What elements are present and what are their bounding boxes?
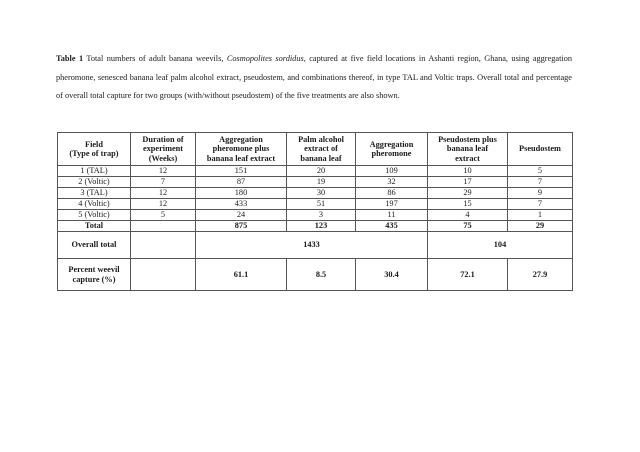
cell-pseudo-leaf: 10 [428,166,508,177]
overall-total-row [58,232,573,259]
caption-text-1: Total numbers of adult banana weevils, [83,54,227,63]
cell-palm: 20 [287,166,356,177]
header-palm: Palm alcohol extract of banana leaf [287,133,356,166]
header-row [58,133,573,166]
cell-agg-leaf: 180 [196,188,287,199]
cell-agg: 86 [356,188,428,199]
total-pseudo: 29 [508,221,573,232]
cell-pseudo-leaf: 17 [428,177,508,188]
overall-without-pseudostem: 1433 [196,232,428,259]
total-label: Total [58,221,131,232]
cell-palm: 51 [287,199,356,210]
cell-agg: 11 [356,210,428,221]
cell-palm: 30 [287,188,356,199]
cell-agg-leaf: 433 [196,199,287,210]
caption-text-2: , captured at five field locations in Ashanti region, Ghana, using aggregation pheromone, senesced banana leaf palm alcohol extract, pseudostem, and combinations thereof, in type TAL and Voltic traps. Overall total and percentage of overall total capture for two groups (with/without pseudostem) of the five treatments are also shown. [56,54,572,100]
table-caption [56,50,572,106]
cell-duration: 5 [131,210,196,221]
cell-field: 5 (Voltic) [58,210,131,221]
cell-pseudo: 7 [508,199,573,210]
cell-field: 3 (TAL) [58,188,131,199]
caption-label: Table 1 [56,54,84,63]
header-agg-leaf: Aggregation pheromone plus banana leaf extract [196,133,287,166]
percent-duration-empty [131,259,196,291]
table-row [58,199,573,210]
cell-pseudo-leaf: 15 [428,199,508,210]
cell-duration: 12 [131,188,196,199]
percent-label: Percent weevil capture (%) [58,259,131,291]
header-duration: Duration of experiment (Weeks) [131,133,196,166]
total-pseudo-leaf: 75 [428,221,508,232]
cell-field: 1 (TAL) [58,166,131,177]
cell-agg: 32 [356,177,428,188]
table-row [58,166,573,177]
overall-total-label: Overall total [58,232,131,259]
cell-palm: 3 [287,210,356,221]
percent-agg-leaf: 61.1 [196,259,287,291]
weevil-capture-table [57,132,573,291]
cell-agg-leaf: 151 [196,166,287,177]
percent-agg: 30.4 [356,259,428,291]
percent-pseudo-leaf: 72.1 [428,259,508,291]
cell-pseudo-leaf: 29 [428,188,508,199]
cell-agg-leaf: 87 [196,177,287,188]
caption-species: Cosmopolites sordidus [226,54,304,63]
percent-palm: 8.5 [287,259,356,291]
total-palm: 123 [287,221,356,232]
cell-field: 2 (Voltic) [58,177,131,188]
table-row [58,188,573,199]
header-field: Field (Type of trap) [58,133,131,166]
cell-pseudo: 5 [508,166,573,177]
cell-palm: 19 [287,177,356,188]
header-agg: Aggregation pheromone [356,133,428,166]
percent-row [58,259,573,291]
cell-pseudo-leaf: 4 [428,210,508,221]
total-duration-empty [131,221,196,232]
cell-field: 4 (Voltic) [58,199,131,210]
table-row [58,210,573,221]
cell-agg-leaf: 24 [196,210,287,221]
cell-duration: 12 [131,166,196,177]
cell-duration: 7 [131,177,196,188]
total-agg: 435 [356,221,428,232]
cell-duration: 12 [131,199,196,210]
header-pseudo-leaf: Pseudostem plus banana leaf extract [428,133,508,166]
overall-with-pseudostem: 104 [428,232,573,259]
header-pseudo: Pseudostem [508,133,573,166]
overall-duration-empty [131,232,196,259]
total-agg-leaf: 875 [196,221,287,232]
cell-agg: 197 [356,199,428,210]
total-row [58,221,573,232]
cell-agg: 109 [356,166,428,177]
cell-pseudo: 7 [508,177,573,188]
percent-pseudo: 27.9 [508,259,573,291]
table-row [58,177,573,188]
cell-pseudo: 1 [508,210,573,221]
cell-pseudo: 9 [508,188,573,199]
